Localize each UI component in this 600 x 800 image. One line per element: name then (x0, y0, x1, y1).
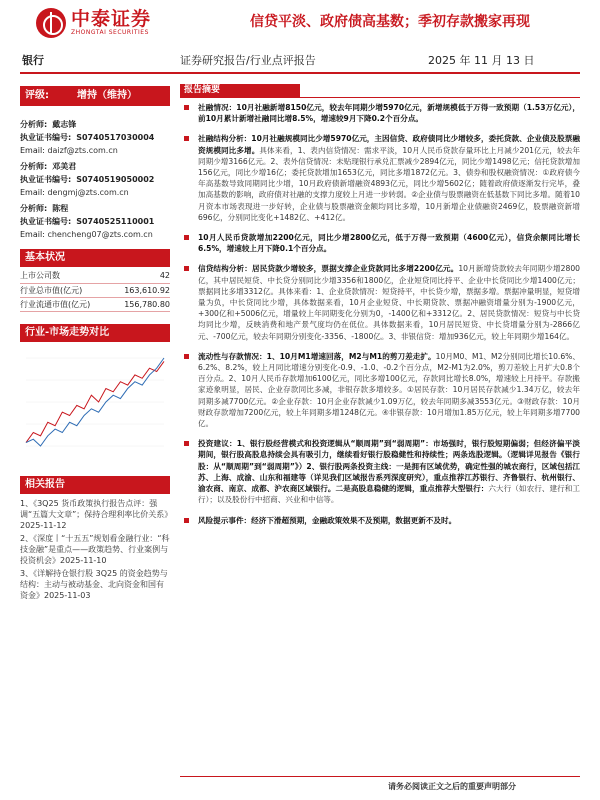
row-label: 行业流通市值(亿元) (20, 297, 111, 311)
table-row (20, 297, 170, 311)
report-type: 证券研究报告/行业点评报告 (180, 54, 316, 67)
analyst-name: 陈程 (52, 204, 69, 213)
summary-paragraph (180, 438, 580, 505)
paragraph-lead: 投资建议：1、银行股经营模式和投资逻辑从“顺周期”到“弱周期”：市场强时，银行股短期偏弱；但经济偏平淡期间，银行股高股息持续会具有吸引力，继续看好银行股稳健性和持续性；两条选股逻辑。（逻辑详见报告《银行股：从“顺周期”到“弱周期”》）2、银行股两条投资主线：一是拥有区域优势，确定性强的城农商行，区域包括江苏、上海、成渝、山东和福建等（详见我们区域报告系列深度研究），重点推荐江苏银行、齐鲁银行、杭州银行、渝农商、南京、成都、沪农商区域银行。二是高股息稳健的逻辑，重点推荐大型银行： (198, 439, 580, 494)
row-label: 行业总市值(亿元) (20, 283, 111, 297)
summary-paragraph (180, 232, 580, 254)
report-header (0, 0, 600, 72)
summary-paragraph (180, 133, 580, 223)
paragraph-body: 六大行（如农行、建行和工行）；以及股份行中招商、兴业和中信等。 (198, 484, 581, 505)
summary-divider (180, 97, 580, 98)
summary-paragraph (180, 102, 580, 124)
summary-paragraph (180, 351, 580, 429)
related-report-link[interactable]: 3、《详解持仓银行股 3Q25 的资金趋势与结构：主动与被动基金、北向资金和国有资金》2025-11-03 (20, 568, 168, 600)
report-summary (180, 84, 580, 535)
rating-value: 增持（维持） (77, 90, 137, 101)
summary-title: 报告摘要 (180, 84, 300, 97)
report-title: 信贷平淡、政府债高基数；季初存款搬家再现 (250, 14, 530, 30)
basic-info-title: 基本状况 (20, 249, 170, 267)
paragraph-lead: 流动性与存款情况：1、10月M1增速回落，M2与M1的剪刀差走扩。 (198, 351, 436, 361)
email-label: Email: (20, 146, 45, 155)
cert-number: S0740517030004 (76, 133, 155, 142)
cert-number: S0740525110001 (76, 217, 155, 226)
market-title: 行业-市场走势对比 (20, 324, 170, 342)
row-label: 上市公司数 (20, 269, 111, 283)
logo-mark-icon (36, 8, 66, 38)
rating-bar (20, 86, 170, 106)
basic-info-section (20, 249, 170, 312)
paragraph-lead: 社融结构分析：10月社融规模同比少增5970亿元，主因信贷、政府债同比少增较多，委托贷款、企业债及股票融资规模同比多增。 (198, 134, 580, 155)
header-divider (20, 72, 580, 74)
logo-english-name: ZHONGTAI SECURITIES (71, 29, 149, 36)
logo-name: 中泰证券 (71, 8, 152, 30)
row-value: 163,610.92 (111, 283, 170, 297)
paragraph-lead: 10月人民币贷款增加2200亿元，同比少增2800亿元，低于万得一致预期（4600亿元），信贷余额同比增长6.5%，增速较上月下降0.1个百分点。 (198, 233, 580, 254)
email-label: Email: (20, 188, 45, 197)
row-value: 42 (111, 269, 170, 283)
analyst-role: 分析师: (20, 204, 48, 213)
related-reports-section (20, 476, 170, 601)
related-reports-title: 相关报告 (20, 476, 170, 494)
report-date: 2025 年 11 月 13 日 (428, 54, 535, 67)
analyst-name: 邓美君 (52, 162, 77, 171)
analyst-card (20, 118, 170, 157)
basic-info-table (20, 269, 170, 312)
table-row (20, 269, 170, 283)
market-trend-chart (20, 348, 170, 458)
summary-paragraph (180, 263, 580, 341)
related-report-link[interactable]: 2、《深度丨“十五五”规划看金融行业：“科技金融”是重点——政策趋势、行业案例与投资机会》2025-11-10 (20, 533, 170, 565)
sidebar (20, 86, 170, 603)
analyst-card (20, 160, 170, 199)
analyst-role: 分析师: (20, 162, 48, 171)
paragraph-lead: 信贷结构分析：居民贷款少增较多，票据支撑企业贷款同比多增2200亿元。 (198, 264, 459, 274)
table-row (20, 283, 170, 297)
company-logo (36, 6, 166, 40)
summary-paragraph (180, 515, 580, 526)
analyst-name: 戴志锋 (52, 120, 77, 129)
analyst-card (20, 202, 170, 241)
cert-label: 执业证书编号: (20, 217, 72, 226)
analyst-email-link[interactable]: chencheng07@zts.com.cn (47, 230, 153, 239)
paragraph-body: 10月M0、M1、M2分别同比增长10.6%、6.2%、8.2%，较上月同比增速分别变化-0.9、-1.0、-0.2个百分点，M2-M1为2.0%，剪刀差较上月扩大0.8个百分点。2、10月人民币存款增加6100亿元，同比多增100亿元，存款同比增长8.0%，增速较上月持平。存款搬家迹象明显，居民、企业存款同比多减，非银存款多增较多。①居民存款：10月居民存款减少1.34万亿，较去年同期多减7700亿元。②企业存款：10月企业存款减少1.09万亿，较去年同期多减3553亿元。③财政存款：10月财政存款增加7200亿元，较上年同期多增1248亿元。④非银存款：10月增加1.85万亿元，较上年同期多增7700亿。 (198, 351, 581, 429)
footer-divider (180, 776, 580, 777)
row-value: 156,780.80 (111, 297, 170, 311)
paragraph-body: 10月新增贷款较去年同期少增2800亿，其中居民短贷、中长贷分别同比少增3356和1800亿，企业短贷同比持平、企业中长贷同比少增1400亿元；票据同比多增3312亿。具体来看：1、企业贷款情况：短贷持平，中长贷少增，票据多增。票据冲量明显，短贷增量为负，中长贷同比少增，具体数据来看，10月企业短贷、中长期贷款、票据冲融资增量分别为-1900亿元，+300亿和+5006亿元，增量较上年同期变化分别为0，-1400亿和+3312亿。2、居民贷款情况：短贷与中长贷均同比少增，反映消费和地产景气度均仍在低位。具体数据来看，10月居民短贷、中长贷增量分别为-2866亿元、-700亿元，较去年同期分别变化-3356、-1800亿。3、非银信贷：增加936亿元，较上年同期少增164亿。 (198, 264, 580, 341)
cert-label: 执业证书编号: (20, 133, 72, 142)
paragraph-lead: 社融情况：10月社融新增8150亿元，较去年同期少增5970亿元，新增规模低于万得一致预期（1.53万亿元），前10月累计新增社融同比增8.5%，增速较9月下降0.2个百分点。 (198, 103, 580, 124)
rating-label: 评级: (25, 90, 49, 101)
analyst-email-link[interactable]: dengmj@zts.com.cn (47, 188, 129, 197)
cert-number: S0740519050002 (76, 175, 155, 184)
paragraph-lead: 风险提示事件：经济下滑超预期，金融政策效果不及预期，数据更新不及时。 (198, 515, 457, 525)
industry-tag: 银行 (22, 54, 44, 67)
cert-label: 执业证书编号: (20, 175, 72, 184)
paragraph-body: 具体来看，1、表内信贷情况：需求平淡，10月人民币贷款存量环比上月减少201亿元，较去年同期少增3166亿元。2、表外信贷情况：未贴现银行承兑汇票减少2894亿元，同比少增1498亿元；信托贷款增加156亿元，同比少增16亿；委托贷款增加1653亿元，同比多增1872亿元。3、债券和股权融资情况：①政府债今年高基数导致同期同比少增，10月政府债新增融资4893亿元，同比少增5602亿；随着政府债逐渐发行完毕，叠加高基数的影响，政府债对社融的支撑力度较上月进一步转弱。②企业债与股票融资在低基数下同比多增。随着10月资本市场表现进一步好转，企业债与股票融资金额均同比多增，10月新增企业债融资2469亿，股票融资新增696亿，分别同比变化+1482亿、+412亿。 (198, 145, 581, 222)
analyst-role: 分析师: (20, 120, 48, 129)
related-report-link[interactable]: 1、《3Q25 货币政策执行报告点评：强调“五篇大文章”；保持合理利率比价关系》2025-11-12 (20, 498, 169, 530)
email-label: Email: (20, 230, 45, 239)
market-section (20, 324, 170, 462)
analyst-email-link[interactable]: daizf@zts.com.cn (47, 146, 118, 155)
footer-disclaimer: 请务必阅读正文之后的重要声明部分 (388, 782, 516, 791)
